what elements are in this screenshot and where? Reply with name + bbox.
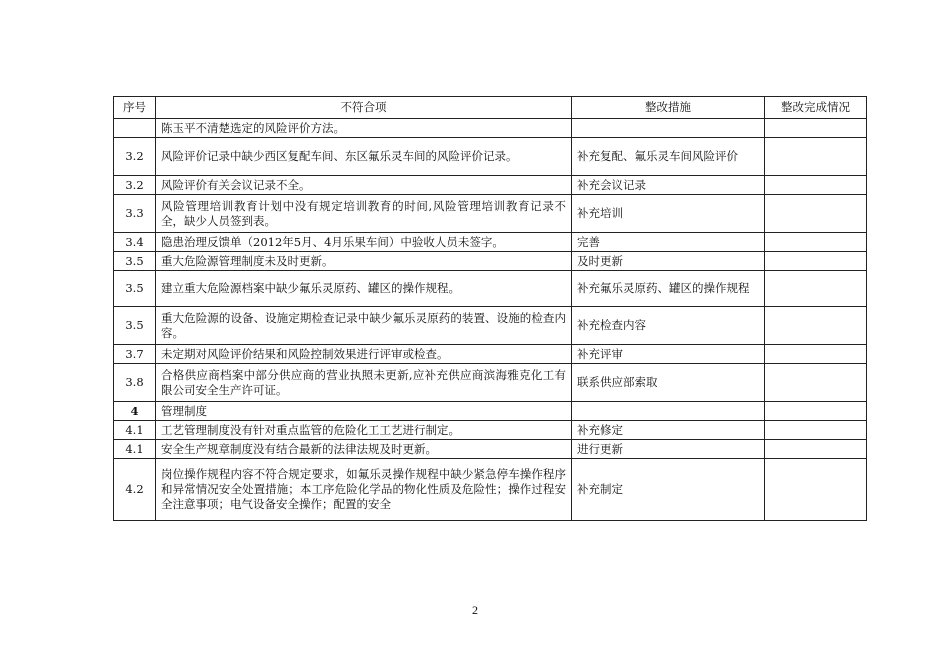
cell-issue: 重大危险源的设备、设施定期检查记录中缺少氟乐灵原药的装置、设施的检查内容。 xyxy=(156,307,572,345)
table-row xyxy=(114,459,867,521)
cell-status xyxy=(765,364,867,402)
cell-no: 4.1 xyxy=(114,440,156,459)
cell-no: 3.7 xyxy=(114,345,156,364)
cell-status xyxy=(765,252,867,271)
cell-issue: 安全生产规章制度没有结合最新的法律法规及时更新。 xyxy=(156,440,572,459)
cell-no xyxy=(114,119,156,138)
cell-no: 3.4 xyxy=(114,233,156,252)
cell-issue: 风险评价记录中缺少西区复配车间、东区氟乐灵车间的风险评价记录。 xyxy=(156,138,572,176)
cell-status xyxy=(765,195,867,233)
header-status: 整改完成情况 xyxy=(765,97,867,119)
cell-measure: 联系供应部索取 xyxy=(572,364,765,402)
cell-issue: 重大危险源管理制度未及时更新。 xyxy=(156,252,572,271)
cell-issue: 工艺管理制度没有针对重点监管的危险化工工艺进行制定。 xyxy=(156,421,572,440)
table-row xyxy=(114,402,867,421)
cell-status xyxy=(765,233,867,252)
cell-measure: 补充氟乐灵原药、罐区的操作规程 xyxy=(572,271,765,307)
rectification-table xyxy=(113,96,867,521)
header-issue: 不符合项 xyxy=(156,97,572,119)
cell-status xyxy=(765,271,867,307)
cell-measure: 补充检查内容 xyxy=(572,307,765,345)
cell-issue: 岗位操作规程内容不符合规定要求，如氟乐灵操作规程中缺少紧急停车操作程序和异常情况安全处置措施；本工序危险化学品的物化性质及危险性；操作过程安全注意事项；电气设备安全操作；配置的安全 xyxy=(156,459,572,521)
table-row xyxy=(114,138,867,176)
cell-status xyxy=(765,119,867,138)
cell-measure: 及时更新 xyxy=(572,252,765,271)
cell-status xyxy=(765,138,867,176)
cell-measure: 补充复配、氟乐灵车间风险评价 xyxy=(572,138,765,176)
cell-measure: 补充制定 xyxy=(572,459,765,521)
table-row xyxy=(114,176,867,195)
cell-no: 3.2 xyxy=(114,138,156,176)
table-row xyxy=(114,421,867,440)
cell-issue: 建立重大危险源档案中缺少氟乐灵原药、罐区的操作规程。 xyxy=(156,271,572,307)
cell-status xyxy=(765,176,867,195)
table-row xyxy=(114,233,867,252)
cell-issue: 隐患治理反馈单（2012年5月、4月乐果车间）中验收人员未签字。 xyxy=(156,233,572,252)
header-no: 序号 xyxy=(114,97,156,119)
cell-measure: 补充修定 xyxy=(572,421,765,440)
cell-measure xyxy=(572,402,765,421)
cell-issue: 合格供应商档案中部分供应商的营业执照未更新,应补充供应商滨海雅克化工有限公司安全生产许可证。 xyxy=(156,364,572,402)
cell-issue: 风险评价有关会议记录不全。 xyxy=(156,176,572,195)
cell-no: 4 xyxy=(114,402,156,421)
table-header-row xyxy=(114,97,867,119)
cell-measure: 补充培训 xyxy=(572,195,765,233)
cell-status xyxy=(765,459,867,521)
cell-status xyxy=(765,402,867,421)
table-body xyxy=(114,119,867,521)
table-row xyxy=(114,364,867,402)
table-row xyxy=(114,195,867,233)
cell-measure: 进行更新 xyxy=(572,440,765,459)
cell-measure: 补充会议记录 xyxy=(572,176,765,195)
cell-issue: 未定期对风险评价结果和风险控制效果进行评审或检查。 xyxy=(156,345,572,364)
cell-no: 3.8 xyxy=(114,364,156,402)
table-row xyxy=(114,252,867,271)
cell-no: 3.5 xyxy=(114,307,156,345)
cell-no: 4.1 xyxy=(114,421,156,440)
cell-no: 3.5 xyxy=(114,252,156,271)
cell-issue: 陈玉平不清楚选定的风险评价方法。 xyxy=(156,119,572,138)
cell-status xyxy=(765,421,867,440)
cell-no: 3.5 xyxy=(114,271,156,307)
cell-no: 3.3 xyxy=(114,195,156,233)
cell-status xyxy=(765,440,867,459)
table-row xyxy=(114,440,867,459)
page-number: 2 xyxy=(472,603,478,617)
cell-measure xyxy=(572,119,765,138)
cell-measure: 补充评审 xyxy=(572,345,765,364)
cell-issue: 风险管理培训教育计划中没有规定培训教育的时间,风险管理培训教育记录不全，缺少人员签到表。 xyxy=(156,195,572,233)
table-row xyxy=(114,307,867,345)
header-measure: 整改措施 xyxy=(572,97,765,119)
cell-issue: 管理制度 xyxy=(156,402,572,421)
cell-status xyxy=(765,307,867,345)
cell-measure: 完善 xyxy=(572,233,765,252)
table-row xyxy=(114,271,867,307)
cell-status xyxy=(765,345,867,364)
table-row xyxy=(114,345,867,364)
cell-no: 3.2 xyxy=(114,176,156,195)
cell-no: 4.2 xyxy=(114,459,156,521)
table-row xyxy=(114,119,867,138)
